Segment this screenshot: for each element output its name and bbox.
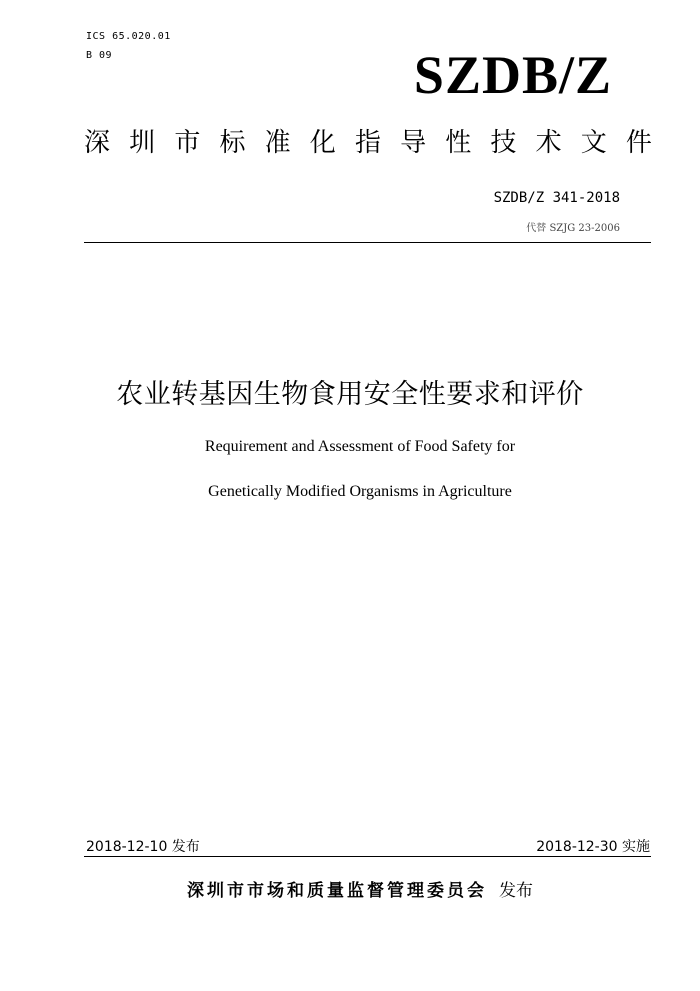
document-type-char: 文 (580, 128, 607, 158)
document-type-char: 标 (219, 128, 246, 158)
document-type-char: 市 (174, 128, 201, 158)
standard-number: SZDB/Z 341-2018 (493, 190, 620, 206)
document-type-char: 指 (354, 128, 381, 158)
ccs-code: B 09 (86, 50, 113, 61)
issue-date: 2018-12-10 发布 (86, 839, 200, 855)
title-chinese: 农业转基因生物食用安全性要求和评价 (116, 379, 584, 410)
document-type (84, 128, 652, 159)
document-type-char: 导 (400, 128, 427, 158)
document-type-char: 术 (535, 128, 562, 158)
standard-code-logo: SZDB/Z (413, 45, 612, 105)
document-type-char: 技 (490, 128, 517, 158)
document-type-char: 准 (264, 128, 291, 158)
footer-divider (84, 856, 651, 857)
document-type-char: 深 (84, 128, 111, 158)
header-divider (84, 242, 651, 243)
implementation-date: 2018-12-30 实施 (536, 839, 650, 855)
document-type-char: 件 (625, 128, 652, 158)
document-type-char: 化 (309, 128, 336, 158)
issuer-name: 深圳市市场和质量监督管理委员会 (187, 881, 487, 901)
issuer-action: 发布 (499, 881, 533, 901)
document-type-char: 性 (445, 128, 472, 158)
title-english-line2: Genetically Modified Organisms in Agriculture (208, 483, 512, 500)
document-type-char: 圳 (129, 128, 156, 158)
issuer-line (0, 876, 700, 901)
title-english-line1: Requirement and Assessment of Food Safety for (204, 438, 516, 455)
ics-code: ICS 65.020.01 (86, 31, 171, 42)
replaces-standard: 代替 SZJG 23-2006 (526, 223, 620, 234)
